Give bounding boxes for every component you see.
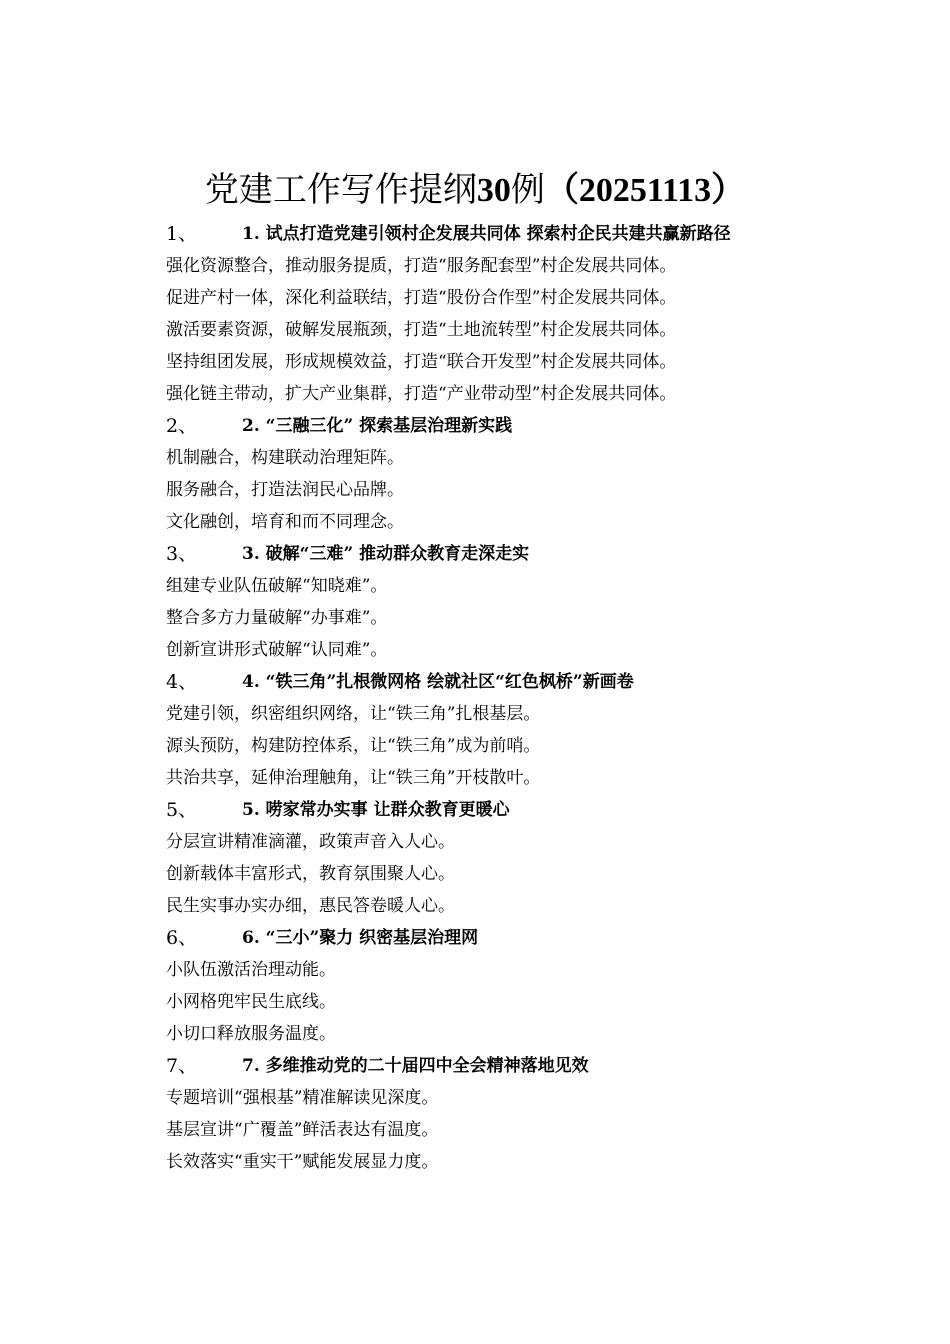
outline-item: 党建引领，织密组织网络，让“铁三角”扎根基层。 [166,704,541,724]
section-number: 1、 [166,223,198,245]
outline-section [166,794,866,922]
section-number: 5、 [166,799,198,821]
outline-section [166,410,866,538]
outline-section [166,218,866,410]
outline-item: 强化资源整合，推动服务提质，打造“服务配套型”村企发展共同体。 [166,256,677,276]
outline-item: 激活要素资源，破解发展瓶颈，打造“土地流转型”村企发展共同体。 [166,320,677,340]
section-heading-row [166,218,866,250]
section-heading-row [166,666,866,698]
section-heading-row [166,922,866,954]
section-heading: 1. 试点打造党建引领村企发展共同体 探索村企民共建共赢新路径 [242,224,731,244]
outline-item: 基层宣讲“广覆盖”鲜活表达有温度。 [166,1120,439,1140]
section-heading-row [166,538,866,570]
document-title [0,168,950,213]
outline-item: 小网格兜牢民生底线。 [166,992,336,1012]
outline-item: 长效落实“重实干”赋能发展显力度。 [166,1152,439,1172]
outline-section [166,922,866,1050]
outline-item: 分层宣讲精准滴灌，政策声音入人心。 [166,832,455,852]
section-heading-row [166,794,866,826]
outline-item: 小队伍激活治理动能。 [166,960,336,980]
section-number: 3、 [166,543,198,565]
outline-item: 坚持组团发展，形成规模效益，打造“联合开发型”村企发展共同体。 [166,352,677,372]
outline-item: 机制融合，构建联动治理矩阵。 [166,448,404,468]
title-date: （20251113） [544,172,746,209]
section-heading-row [166,1050,866,1082]
outline-item: 源头预防，构建防控体系，让“铁三角”成为前哨。 [166,736,541,756]
outline-section [166,666,866,794]
outline-item: 强化链主带动，扩大产业集群，打造“产业带动型”村企发展共同体。 [166,384,677,404]
outline-item: 组建专业队伍破解“知晓难”。 [166,576,388,596]
section-number: 2、 [166,415,198,437]
title-suffix: 例 [510,170,545,210]
outline-item: 民生实事办实办细，惠民答卷暖人心。 [166,896,455,916]
section-number: 4、 [166,671,198,693]
outline-item: 创新载体丰富形式，教育氛围聚人心。 [166,864,455,884]
section-heading: 6. “三小”聚力 织密基层治理网 [242,928,479,948]
outline-item: 创新宣讲形式破解“认同难”。 [166,640,388,660]
outline-item: 小切口释放服务温度。 [166,1024,336,1044]
section-heading: 2. “三融三化” 探索基层治理新实践 [242,416,513,436]
document-body [166,218,866,1178]
section-heading: 4. “铁三角”扎根微网格 绘就社区“红色枫桥”新画卷 [242,672,634,692]
outline-section [166,538,866,666]
section-heading: 7. 多维推动党的二十届四中全会精神落地见效 [242,1056,589,1076]
section-number: 6、 [166,927,198,949]
title-main: 党建工作写作提纲 [204,170,477,210]
section-heading: 5. 唠家常办实事 让群众教育更暖心 [242,800,510,820]
outline-item: 整合多方力量破解“办事难”。 [166,608,388,628]
outline-item: 专题培训“强根基”精准解读见深度。 [166,1088,439,1108]
section-number: 7、 [166,1055,198,1077]
title-count: 30 [476,172,511,209]
section-heading: 3. 破解“三难” 推动群众教育走深走实 [242,544,530,564]
outline-section [166,1050,866,1178]
outline-item: 共治共享，延伸治理触角，让“铁三角”开枝散叶。 [166,768,541,788]
outline-item: 促进产村一体，深化利益联结，打造“股份合作型”村企发展共同体。 [166,288,677,308]
outline-item: 文化融创，培育和而不同理念。 [166,512,404,532]
outline-item: 服务融合，打造法润民心品牌。 [166,480,404,500]
section-heading-row [166,410,866,442]
